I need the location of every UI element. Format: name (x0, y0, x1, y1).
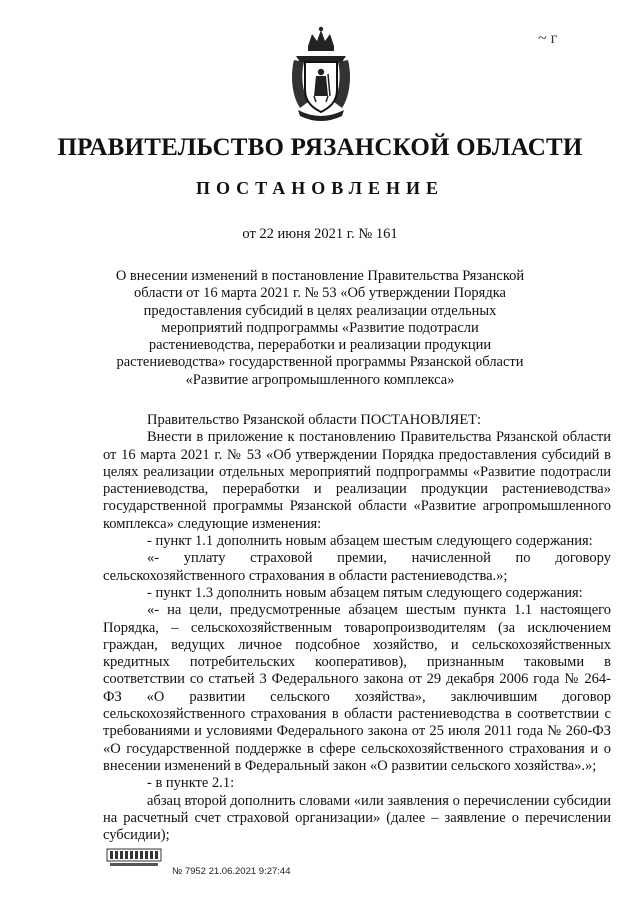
body-paragraph: - в пункте 2.1: (147, 775, 235, 792)
body-paragraph: - пункт 1.1 дополнить новым абзацем шестым следующего содержания: (147, 533, 593, 550)
document-body (103, 412, 611, 844)
document-date-number: от 22 июня 2021 г. № 161 (242, 226, 398, 242)
body-paragraph: «- уплату страховой премии, начисленной по договору сельскохозяйственного страхования в области растениеводства.»; (103, 550, 611, 584)
body-paragraph: «- на цели, предусмотренные абзацем шестым пункта 1.1 настоящего Порядка, – сельскохозяйственным товаропроизводителям (за исключением граждан, ведущих личное подсобное хозяйство, и сельскохозяйственных кредитных потребительских кооперативов), признанным таковыми в соответствии со статьей 3 Федерального закона от 29 декабря 2006 года № 264-ФЗ «О развитии сельского хозяйства», заключившим договор сельскохозяйственного страхования в области растениеводства в соответствии с требованиями и условиями Федерального закона от 25 июля 2011 года № 260-ФЗ «О государственной поддержке в сфере сельскохозяйственного страхования и о внесении изменений в Федеральный закон «О развитии сельского хозяйства».»; (103, 602, 611, 774)
body-paragraph: абзац второй дополнить словами «или заявления о перечислении субсидии на расчетный счет страховой организации» (далее – заявление о перечислении субсидии); (103, 792, 611, 844)
resolves-line: Правительство Рязанской области ПОСТАНОВЛЯЕТ: (147, 412, 482, 428)
body-paragraph: Внести в приложение к постановлению Правительства Рязанской области от 16 марта 2021 г. № 53 «Об утверждении Порядка предоставления субсидий в целях реализации отдельных мероприятий подпрограммы «Развитие подотрасли растениеводства, переработки и реализации продукции растениеводства» государственной программы Рязанской области «Развитие агропромышленного комплекса» следующие изменения: (103, 429, 611, 532)
registration-code: № 7952 21.06.2021 9:27:44 (172, 866, 291, 877)
coat-of-arms-icon (288, 26, 354, 124)
handwritten-corner-mark: ~ г (538, 30, 558, 47)
document-type-heading: ПОСТАНОВЛЕНИЕ (195, 178, 445, 198)
document-subject: О внесении изменений в постановление Правительства Рязанской области от 16 марта 2021 г. № 53 «Об утверждении Порядка предоставления субсидий в целях реализации отдельных мероприятий подпрограммы «Развитие подотрасли растениеводства, переработки и реализации продукции растениеводства» государственной программы Рязанской области «Развитие агропромышленного комплекса» (115, 268, 525, 388)
organization-title: ПРАВИТЕЛЬСТВО РЯЗАНСКОЙ ОБЛАСТИ (57, 134, 583, 161)
registry-stamp-icon (106, 845, 162, 869)
body-paragraph: - пункт 1.3 дополнить новым абзацем пятым следующего содержания: (147, 584, 583, 601)
